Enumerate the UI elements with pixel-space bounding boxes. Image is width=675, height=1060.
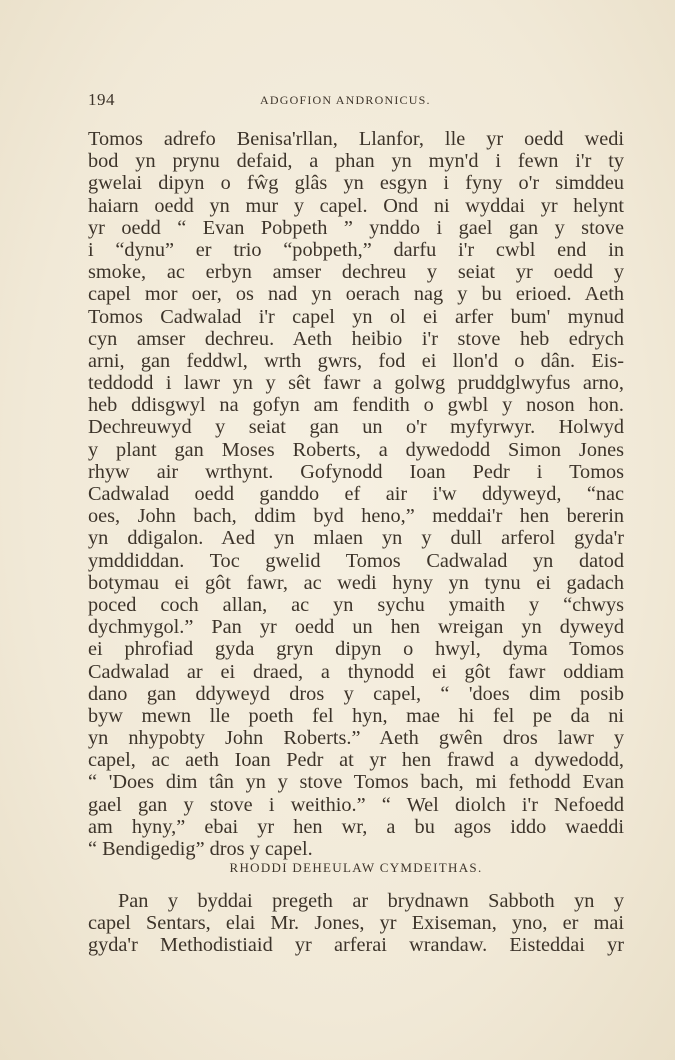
text-line: gyda'r Methodistiaid yr arferai wrandaw. Eisteddai yr	[88, 934, 624, 957]
text-line: cyn amser dechreu. Aeth heibio i'r stove heb edrych	[88, 327, 624, 350]
text-line: botymau ei gôt fawr, ac wedi hyny yn tynu ei gadach	[88, 571, 624, 594]
text-line: bod yn prynu defaid, a phan yn myn'd i fewn i'r ty	[88, 150, 624, 173]
text-line: Pan y byddai pregeth ar brydnawn Sabboth yn y	[118, 890, 624, 912]
paragraph-1	[88, 128, 624, 860]
text-line: capel Sentars, elai Mr. Jones, yr Exiseman, yno, er mai	[88, 912, 624, 935]
text-line: y plant gan Moses Roberts, a dywedodd Simon Jones	[88, 438, 624, 461]
paragraph-2	[88, 890, 624, 957]
text-line: poced coch allan, ac yn sychu ymaith y “chwys	[88, 593, 624, 616]
page-header	[88, 90, 624, 112]
running-head: ADGOFION ANDRONICUS.	[260, 93, 431, 107]
text-line: teddodd i lawr yn y sêt fawr a golwg pruddglwyfus arno,	[88, 372, 624, 395]
text-line: haiarn oedd yn mur y capel. Ond ni wyddai yr helynt	[88, 194, 624, 217]
text-line: Cadwalad ar ei draed, a thynodd ei gôt fawr oddiam	[88, 660, 624, 683]
text-line: byw mewn lle poeth fel hyn, mae hi fel pe da ni	[88, 704, 624, 727]
text-line: gwelai dipyn o fŵg glâs yn esgyn i fyny o'r simddeu	[88, 172, 624, 195]
text-line: gael gan y stove i weithio.” “ Wel diolch i'r Nefoedd	[88, 793, 624, 816]
text-line: i “dynu” er trio “pobpeth,” darfu i'r cwbl end in	[88, 238, 624, 261]
text-line: ymddiddan. Toc gwelid Tomos Cadwalad yn datod	[88, 549, 624, 572]
text-line: Cadwalad oedd ganddo ef air i'w ddyweyd, “nac	[88, 483, 624, 505]
text-line: yr oedd “ Evan Pobpeth ” ynddo i gael gan y stove	[88, 216, 624, 239]
text-line: yn nhypobty John Roberts.” Aeth gwên dros lawr y	[88, 727, 624, 750]
text-line: yn ddigalon. Aed yn mlaen yn y dull arferol gyda'r	[88, 527, 624, 550]
text-line: arni, gan feddwl, wrth gwrs, fod ei llon'd o dân. Eis-	[88, 349, 624, 372]
text-line: Tomos adrefo Benisa'rllan, Llanfor, lle yr oedd wedi	[88, 128, 624, 150]
text-line: am hyny,” ebai yr hen wr, a bu agos iddo waeddi	[88, 815, 624, 838]
text-line: ei phrofiad gyda gryn dipyn o hwyl, dyma Tomos	[88, 638, 624, 661]
text-line: capel, ac aeth Ioan Pedr at yr hen frawd a dywedodd,	[88, 749, 624, 772]
page-number: 194	[88, 90, 115, 109]
text-line: “ Bendigedig” dros y capel.	[88, 838, 313, 860]
text-line: dano gan ddyweyd dros y capel, “ 'does dim posib	[88, 682, 624, 705]
text-line: heb ddisgwyl na gofyn am fendith o gwbl y noson hon.	[88, 394, 624, 417]
section-heading: RHODDI DEHEULAW CYMDEITHAS.	[229, 860, 483, 875]
text-line: smoke, ac erbyn amser dechreu y seiat yr oedd y	[88, 261, 624, 284]
text-line: rhyw air wrthynt. Gofynodd Ioan Pedr i Tomos	[88, 460, 624, 483]
text-line: dychmygol.” Pan yr oedd un hen wreigan yn dyweyd	[88, 616, 624, 639]
text-line: Tomos Cadwalad i'r capel yn ol ei arfer bum' mynud	[88, 305, 624, 328]
text-line: oes, John bach, ddim byd heno,” meddai'r hen bererin	[88, 505, 624, 528]
text-line: “ 'Does dim tân yn y stove Tomos bach, mi fethodd Evan	[88, 771, 624, 794]
text-line: capel mor oer, os nad yn oerach nag y bu erioed. Aeth	[88, 283, 624, 306]
text-line: Dechreuwyd y seiat gan un o'r myfyrwyr. Holwyd	[88, 416, 624, 439]
